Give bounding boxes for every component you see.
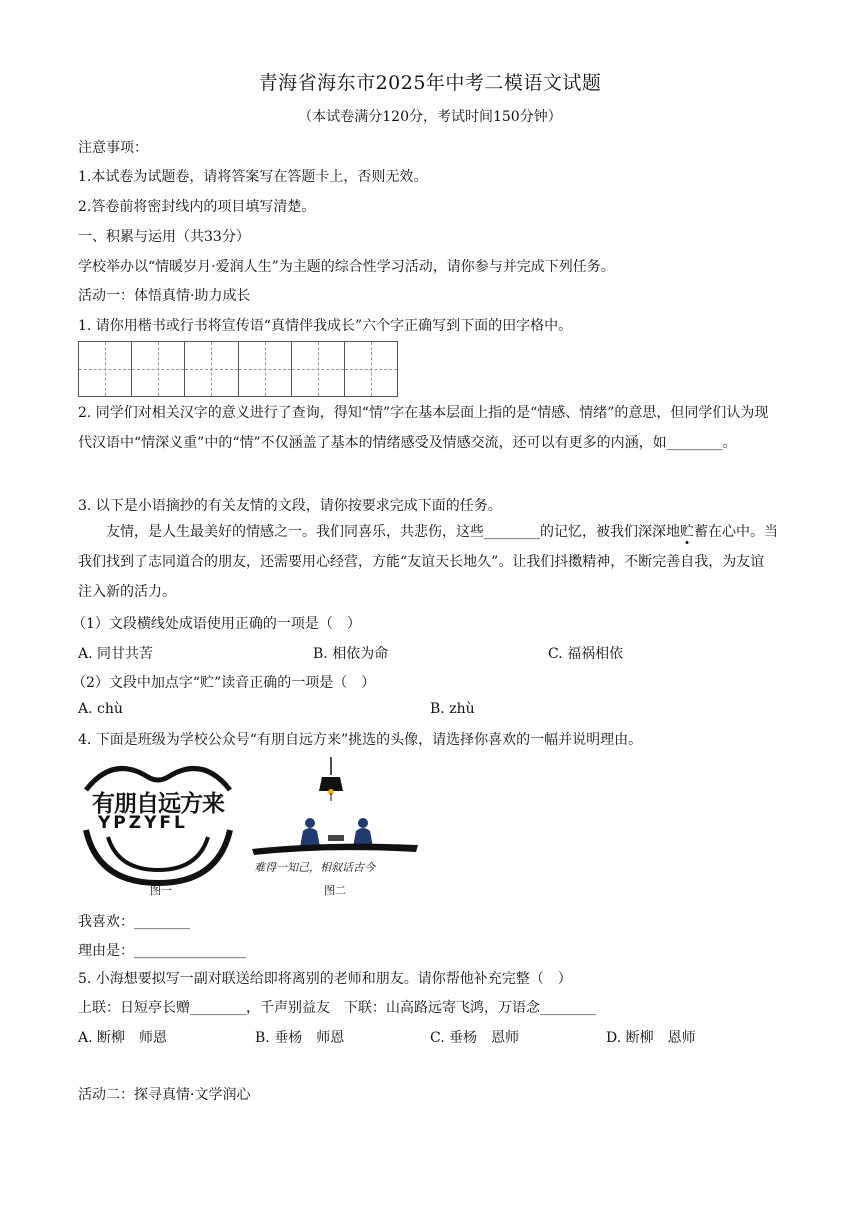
option-b: B. 相依为命 <box>313 646 389 662</box>
question-4: 4. 下面是班级为学校公众号“有朋自远方来”挑选的头像，请选择你喜欢的一幅并说明理由。 <box>78 732 643 748</box>
answer-like: 我喜欢：________ <box>78 914 190 930</box>
grid-cell <box>344 342 397 396</box>
grid-cell <box>131 342 184 396</box>
question-3: 3. 以下是小语摘抄的有关友情的文段，请你按要求完成下面的任务。 <box>78 498 502 514</box>
question-3-sub-2: （2）文段中加点字“贮”读音正确的一项是（ ） <box>72 675 376 691</box>
logo-figure-1 <box>78 755 238 895</box>
option-a: A. chù <box>78 701 123 717</box>
figure-2-caption: 图二 <box>324 884 346 897</box>
tianzige-grid <box>78 341 398 397</box>
question-2: 2. 同学们对相关汉字的意义进行了查询，得知“情”字在基本层面上指的是“情感、情绪”的意思，但同学们认为现代汉语中“情深义重”中的“情”不仅涵盖了基本的情绪感受及情感交流，还可以有更多的内涵，如________。 <box>78 405 769 451</box>
logo-figure-2 <box>248 755 423 895</box>
notes-heading: 注意事项： <box>78 140 148 156</box>
couplet: 上联：日短亭长赠________，千声别益友 下联：山高路远寄飞鸿，万语念________ <box>78 1000 596 1016</box>
section-heading: 一、积累与运用（共33分） <box>78 229 250 245</box>
figure-1-caption: 图一 <box>150 884 172 897</box>
option-b: B. 垂杨 师恩 <box>255 1030 345 1046</box>
notes-item-1: 1.本试卷为试题卷，请将答案写在答题卡上，否则无效。 <box>78 169 428 185</box>
grid-cell <box>184 342 237 396</box>
question-3-passage <box>78 517 778 607</box>
question-5: 5. 小海想要拟写一副对联送给即将离别的老师和朋友。请你帮他补充完整（ ） <box>78 971 572 987</box>
logo2-text: 难得一知己，相叙话古今 <box>254 861 375 874</box>
exam-subtitle: （本试卷满分120分，考试时间150分钟） <box>298 109 562 125</box>
option-d: D. 断柳 恩师 <box>606 1030 696 1046</box>
question-1: 1. 请你用楷书或行书将宣传语“真情伴我成长”六个字正确写到下面的田字格中。 <box>78 318 573 334</box>
grid-cell <box>79 342 131 396</box>
passage-part-1: 友情，是人生最美好的情感之一。我们同喜乐，共悲伤，这些________的记忆，被我们深深地 <box>106 524 680 540</box>
option-a: A. 同甘共苦 <box>78 646 154 662</box>
activity-2-heading: 活动二：探寻真情·文学润心 <box>78 1087 251 1103</box>
notes-item-2: 2.答卷前将密封线内的项目填写清楚。 <box>78 199 316 215</box>
option-c: C. 福祸相依 <box>548 646 624 662</box>
option-b: B. zhù <box>430 701 475 717</box>
grid-cell <box>238 342 291 396</box>
option-c: C. 垂杨 恩师 <box>430 1030 520 1046</box>
logo1-letters: YPZYFL <box>98 813 188 833</box>
grid-cell <box>291 342 344 396</box>
exam-title: 青海省海东市2025年中考二模语文试题 <box>258 72 602 94</box>
dotted-char: 贮 <box>680 524 694 540</box>
activity-1-heading: 活动一：体悟真情·助力成长 <box>78 288 251 304</box>
passage-part-2: 蓄在心中。当我们找到了志同道合的朋友，还需要用心经营，方能“友谊天长地久”。让我们抖擞精神，不断完善自我，为友谊注入新的活力。 <box>78 524 778 600</box>
section-intro: 学校举办以“情暖岁月·爱润人生”为主题的综合性学习活动，请你参与并完成下列任务。 <box>78 259 615 275</box>
answer-reason: 理由是：________________ <box>78 943 246 959</box>
lantern-friends-icon <box>248 755 423 865</box>
question-3-sub-1: （1）文段横线处成语使用正确的一项是（ ） <box>72 616 361 632</box>
option-a: A. 断柳 师恩 <box>78 1030 168 1046</box>
logo1-text: 有朋自远方来 <box>92 791 224 817</box>
